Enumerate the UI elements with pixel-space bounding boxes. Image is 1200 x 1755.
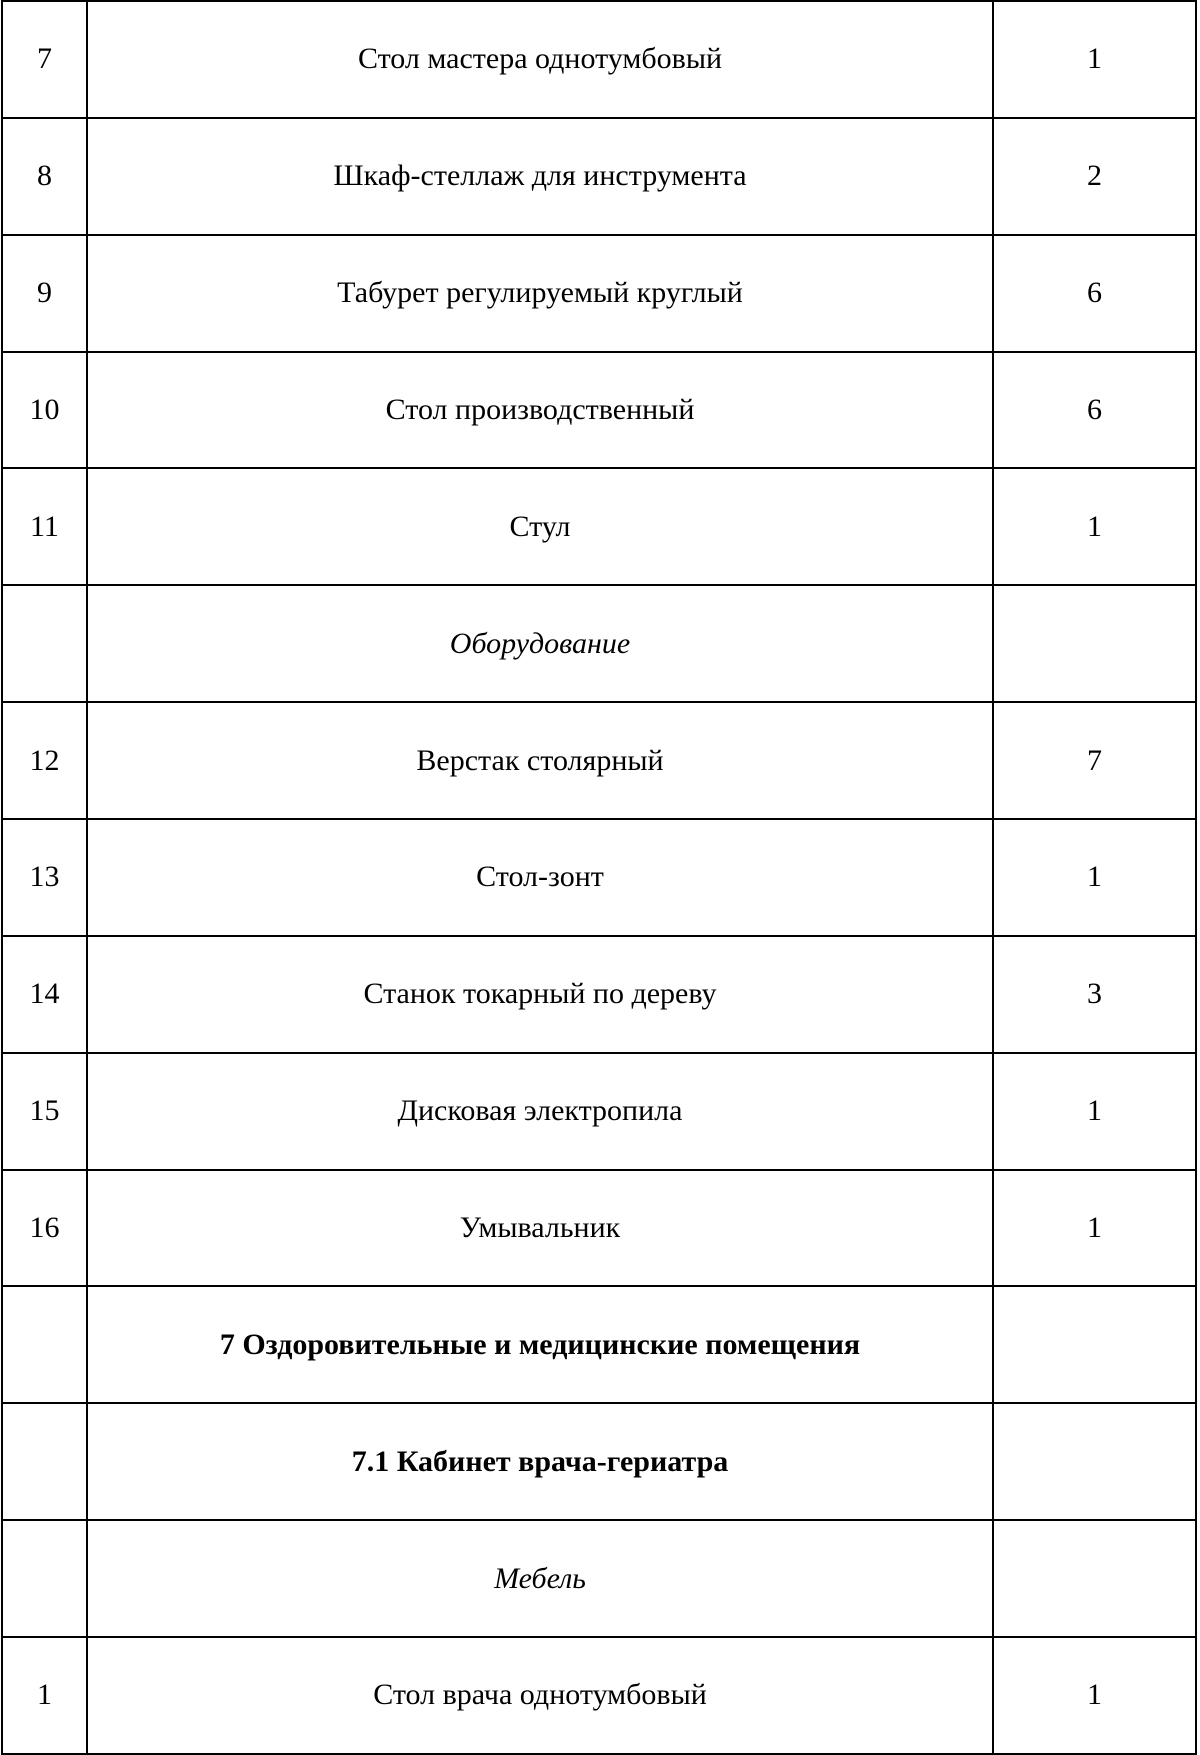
row-number-cell: 12 [2,702,87,819]
item-name-cell: Умывальник [87,1170,993,1287]
quantity-cell: 6 [993,352,1196,469]
row-number-cell: 10 [2,352,87,469]
row-number-cell: 13 [2,819,87,936]
quantity-cell: 1 [993,819,1196,936]
quantity-cell: 1 [993,1053,1196,1170]
table-body [2,1,1196,1754]
quantity-cell: 1 [993,1170,1196,1287]
quantity-cell [993,1286,1196,1403]
table-row [2,235,1196,352]
table-row [2,468,1196,585]
quantity-cell: 1 [993,468,1196,585]
quantity-cell: 3 [993,936,1196,1053]
table-row [2,1170,1196,1287]
section-heading-cell: Мебель [87,1520,993,1637]
row-number-cell [2,1520,87,1637]
row-number-cell: 8 [2,118,87,235]
item-name-cell: Верстак столярный [87,702,993,819]
section-heading-cell: 7 Оздоровительные и медицинские помещения [87,1286,993,1403]
equipment-table [1,0,1197,1755]
row-number-cell: 16 [2,1170,87,1287]
row-number-cell: 7 [2,1,87,118]
item-name-cell: Шкаф-стеллаж для инструмента [87,118,993,235]
quantity-cell: 1 [993,1637,1196,1754]
section-heading-cell: Оборудование [87,585,993,702]
row-number-cell [2,1286,87,1403]
item-name-cell: Табурет регулируемый круглый [87,235,993,352]
quantity-cell [993,1520,1196,1637]
row-number-cell: 14 [2,936,87,1053]
quantity-cell: 6 [993,235,1196,352]
item-name-cell: Дисковая электропила [87,1053,993,1170]
table-row [2,1286,1196,1403]
table-row [2,819,1196,936]
row-number-cell: 1 [2,1637,87,1754]
table-row [2,1637,1196,1754]
table-row [2,1403,1196,1520]
section-heading-cell: 7.1 Кабинет врача-гериатра [87,1403,993,1520]
item-name-cell: Станок токарный по дереву [87,936,993,1053]
table-row [2,1053,1196,1170]
item-name-cell: Стол производственный [87,352,993,469]
row-number-cell [2,585,87,702]
table-row [2,1520,1196,1637]
table-row [2,936,1196,1053]
item-name-cell: Стол мастера однотумбовый [87,1,993,118]
item-name-cell: Стул [87,468,993,585]
quantity-cell: 7 [993,702,1196,819]
quantity-cell [993,585,1196,702]
quantity-cell [993,1403,1196,1520]
table-row [2,118,1196,235]
item-name-cell: Стол-зонт [87,819,993,936]
table-row [2,702,1196,819]
row-number-cell: 9 [2,235,87,352]
table-row [2,1,1196,118]
row-number-cell: 15 [2,1053,87,1170]
table-row [2,585,1196,702]
row-number-cell: 11 [2,468,87,585]
row-number-cell [2,1403,87,1520]
quantity-cell: 1 [993,1,1196,118]
table-row [2,352,1196,469]
item-name-cell: Стол врача однотумбовый [87,1637,993,1754]
quantity-cell: 2 [993,118,1196,235]
